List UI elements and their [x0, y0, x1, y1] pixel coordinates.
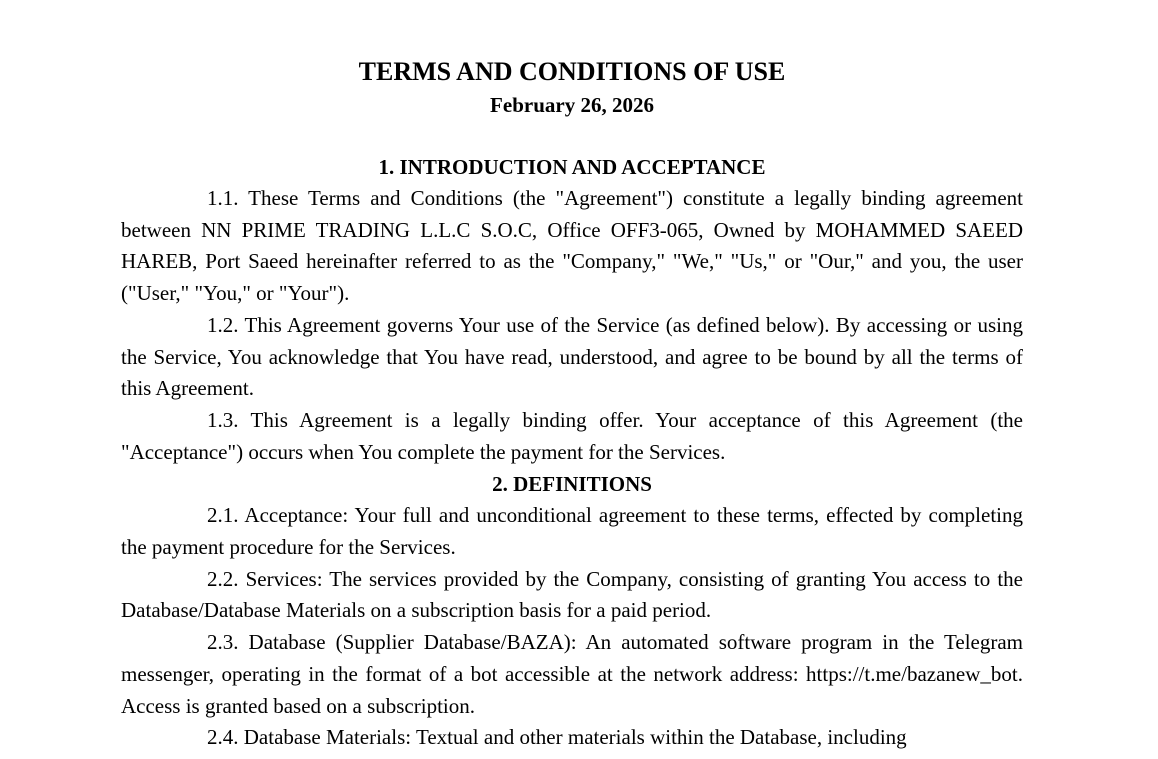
section-heading: 2. DEFINITIONS [492, 472, 652, 497]
section-heading: 1. INTRODUCTION AND ACCEPTANCE [378, 155, 766, 179]
clause-2-2: 2.2. Services: The services provided by the Company, consisting of granting You access to the Database/Database Materials on a subscription basis for a paid period. [121, 566, 1023, 623]
document-date: February 26, 2026 [490, 93, 654, 117]
document-title: TERMS AND CONDITIONS OF USE [358, 57, 786, 86]
section-definitions [121, 468, 1023, 754]
clause-1-1: 1.1. These Terms and Conditions (the "Agreement") constitute a legally binding agreement between NN PRIME TRADING L.L.C S.O.C, Office OFF3-065, Owned by MOHAMMED SAEED HAREB, Port Saeed hereinafter referred to as the "Company," "We," "Us," or "Our," and you, the user ("User," "You," or "Your"). [121, 186, 1023, 306]
clause-2-1: 2.1. Acceptance: Your full and unconditional agreement to these terms, effected by completing the payment procedure for the Services. [121, 503, 1023, 560]
section-introduction [121, 151, 1023, 468]
clause-1-2: 1.2. This Agreement governs Your use of the Service (as defined below). By accessing or using the Service, You acknowledge that You have read, understood, and agree to be bound by all the terms of this Agreement. [121, 312, 1023, 401]
clause-1-3: 1.3. This Agreement is a legally binding offer. Your acceptance of this Agreement (the "Acceptance") occurs when You complete the payment for the Services. [121, 407, 1023, 464]
clause-2-3: 2.3. Database (Supplier Database/BAZA): An automated software program in the Telegram messenger, operating in the format of a bot accessible at the network address: https://t.me/bazanew_bot. Access is granted based on a subscription. [121, 630, 1023, 718]
document-page [121, 55, 1023, 754]
clause-2-4: 2.4. Database Materials: Textual and other materials within the Database, including [207, 725, 907, 750]
